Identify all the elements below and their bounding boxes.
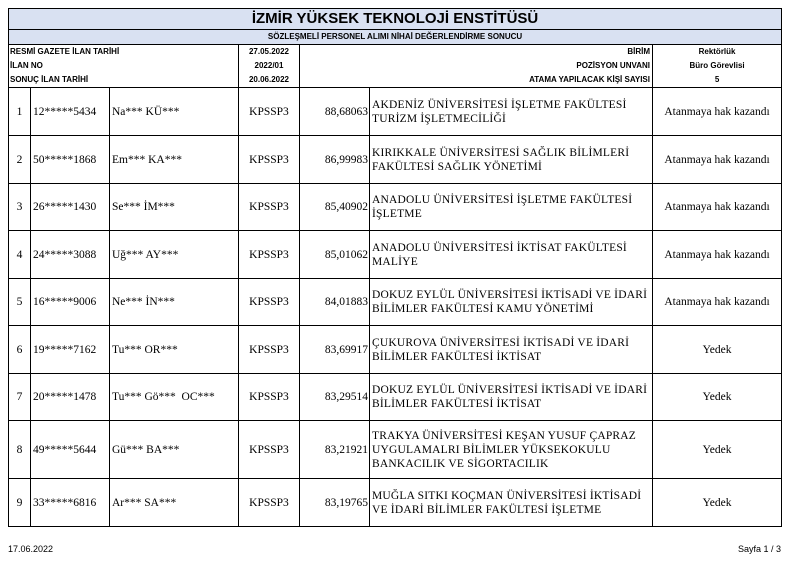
candidate-name: Uğ*** AY*** [110,231,239,279]
row-number: 7 [9,374,31,421]
tc-number: 33*****6816 [31,479,110,527]
graduation-unit: DOKUZ EYLÜL ÜNİVERSİTESİ İKTİSADİ VE İDARİ BİLİMLER FAKÜLTESİ KAMU YÖNETİMİ [370,279,653,326]
result-status: Atanmaya hak kazandı [653,136,782,184]
gazette-value: 27.05.2022 [239,45,300,60]
count-label: ATAMA YAPILACAK KİŞİ SAYISI [300,73,653,88]
row-number: 1 [9,88,31,136]
tc-number: 19*****7162 [31,326,110,374]
exam-score: 83,69917 [300,326,370,374]
position-value: Büro Görevlisi [653,59,782,73]
row-number: 9 [9,479,31,527]
tc-number: 12*****5434 [31,88,110,136]
tc-number: 20*****1478 [31,374,110,421]
exam-score: 83,29514 [300,374,370,421]
exam-type: KPSSP3 [239,479,300,527]
candidate-name: Tu*** Gö*** OC*** [110,374,239,421]
table-row [9,88,782,136]
result-status: Yedek [653,326,782,374]
tc-number: 50*****1868 [31,136,110,184]
document-sheet [8,8,781,527]
result-status: Yedek [653,374,782,421]
graduation-unit: ÇUKUROVA ÜNİVERSİTESİ İKTİSADİ VE İDARİ BİLİMLER FAKÜLTESİ İKTİSAT [370,326,653,374]
exam-type: KPSSP3 [239,374,300,421]
tc-number: 16*****9006 [31,279,110,326]
exam-score: 83,21921 [300,421,370,479]
result-status: Atanmaya hak kazandı [653,231,782,279]
unit-label: BİRİM [300,45,653,60]
exam-score: 83,19765 [300,479,370,527]
document-subtitle [9,30,782,45]
candidate-name: Em*** KA*** [110,136,239,184]
exam-score: 85,01062 [300,231,370,279]
graduation-unit: TRAKYA ÜNİVERSİTESİ KEŞAN YUSUF ÇAPRAZ UYGULAMALRI BİLİMLER YÜKSEKOKULU BANKACILIK VE SİGORTACILIK [370,421,653,479]
exam-score: 88,68063 [300,88,370,136]
results-table [8,8,782,527]
candidate-name: Tu*** OR*** [110,326,239,374]
row-number: 2 [9,136,31,184]
candidate-name: Na*** KÜ*** [110,88,239,136]
row-number: 4 [9,231,31,279]
tc-number: 24*****3088 [31,231,110,279]
gazette-label: RESMİ GAZETE İLAN TARİHİ [9,45,239,60]
table-row [9,279,782,326]
table-row [9,374,782,421]
position-label: POZİSYON UNVANI [300,59,653,73]
unit-value: Rektörlük [653,45,782,60]
tc-number: 26*****1430 [31,184,110,231]
row-number: 6 [9,326,31,374]
graduation-unit: ANADOLU ÜNİVERSİTESİ İKTİSAT FAKÜLTESİ MALİYE [370,231,653,279]
result-status: Yedek [653,479,782,527]
document-title [9,9,782,30]
candidate-name: Ar*** SA*** [110,479,239,527]
exam-score: 84,01883 [300,279,370,326]
exam-type: KPSSP3 [239,279,300,326]
title-text: İZMİR YÜKSEK TEKNOLOJİ ENSTİTÜSÜ [251,10,539,27]
tc-number: 49*****5644 [31,421,110,479]
row-number: 3 [9,184,31,231]
exam-type: KPSSP3 [239,421,300,479]
result-date-value: 20.06.2022 [239,73,300,88]
candidate-name: Gü*** BA*** [110,421,239,479]
row-number: 8 [9,421,31,479]
graduation-unit: DOKUZ EYLÜL ÜNİVERSİTESİ İKTİSADİ VE İDARİ BİLİMLER FAKÜLTESİ İKTİSAT [370,374,653,421]
candidate-name: Ne*** İN*** [110,279,239,326]
graduation-unit: MUĞLA SITKI KOÇMAN ÜNİVERSİTESİ İKTİSADİ VE İDARİ BİLİMLER FAKÜLTESİ İŞLETME [370,479,653,527]
exam-type: KPSSP3 [239,136,300,184]
graduation-unit: KIRIKKALE ÜNİVERSİTESİ SAĞLIK BİLİMLERİ FAKÜLTESİ SAĞLIK YÖNETİMİ [370,136,653,184]
result-status: Atanmaya hak kazandı [653,279,782,326]
exam-type: KPSSP3 [239,326,300,374]
exam-type: KPSSP3 [239,231,300,279]
result-status: Yedek [653,421,782,479]
count-value: 5 [653,73,782,88]
candidate-name: Se*** İM*** [110,184,239,231]
footer-page-number: Sayfa 1 / 3 [737,544,781,554]
graduation-unit: ANADOLU ÜNİVERSİTESİ İŞLETME FAKÜLTESİ İŞLETME [370,184,653,231]
exam-score: 85,40902 [300,184,370,231]
table-row [9,231,782,279]
ilan-label: İLAN NO [9,59,239,73]
result-status: Atanmaya hak kazandı [653,184,782,231]
table-row [9,184,782,231]
table-row [9,136,782,184]
row-number: 5 [9,279,31,326]
graduation-unit: AKDENİZ ÜNİVERSİTESİ İŞLETME FAKÜLTESİ TURİZM İŞLETMECİLİĞİ [370,88,653,136]
subtitle-text: SÖZLEŞMELİ PERSONEL ALIMI NİHAİ DEĞERLENDİRME SONUCU [267,32,523,41]
exam-score: 86,99983 [300,136,370,184]
result-status: Atanmaya hak kazandı [653,88,782,136]
exam-type: KPSSP3 [239,88,300,136]
exam-type: KPSSP3 [239,184,300,231]
result-date-label: SONUÇ İLAN TARİHİ [9,73,239,88]
table-row [9,326,782,374]
table-row [9,421,782,479]
table-row [9,479,782,527]
footer-date: 17.06.2022 [8,544,54,554]
ilan-value: 2022/01 [239,59,300,73]
